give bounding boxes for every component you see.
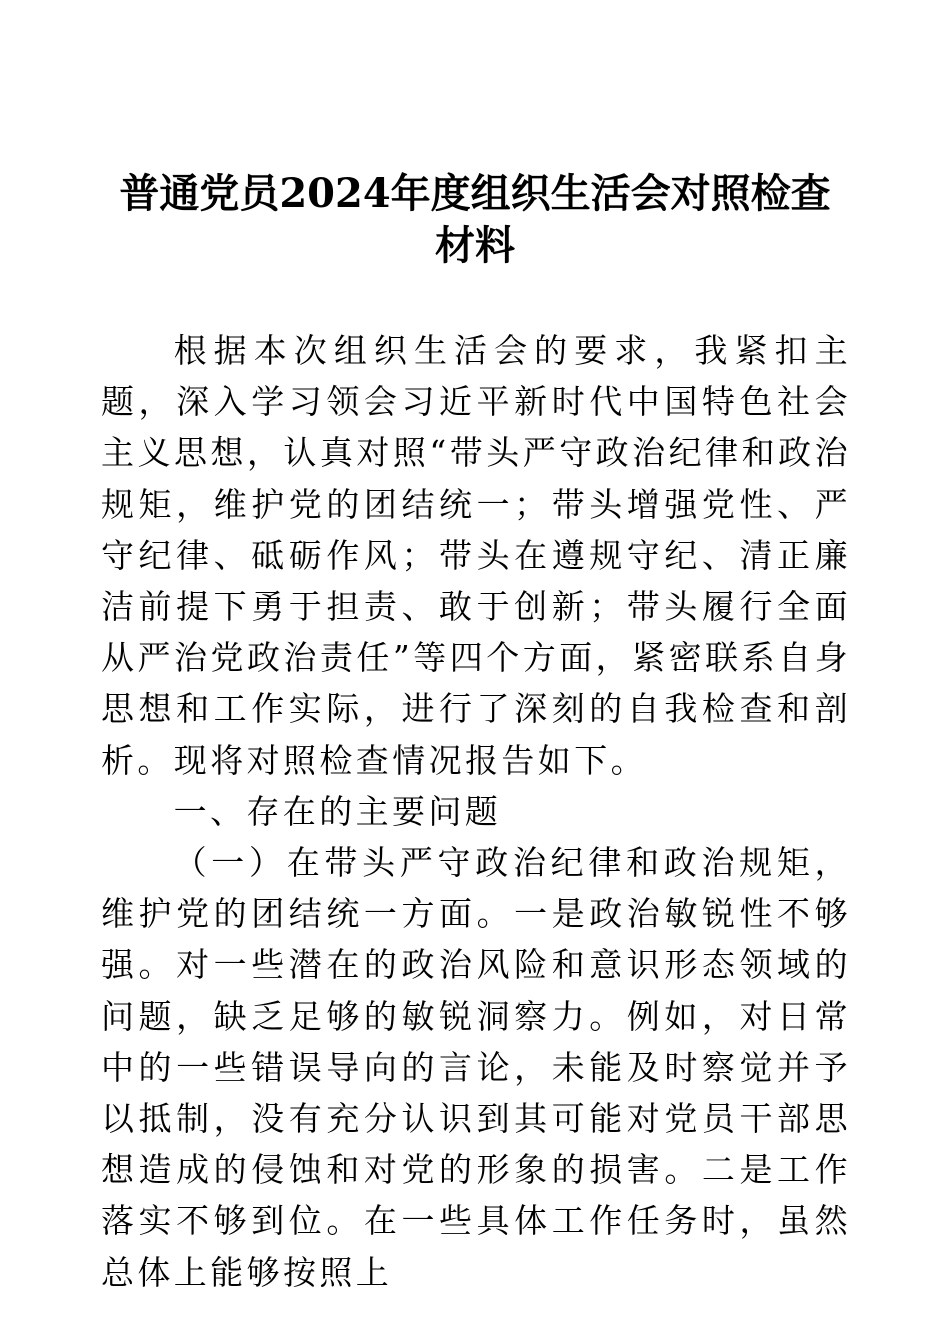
subsection-paragraph: （一）在带头严守政治纪律和政治规矩，维护党的团结统一方面。一是政治敏锐性不够强。对一些潜在的政治风险和意识形态领域的问题，缺乏足够的敏锐洞察力。例如，对日常中的一些错误导向的言论，未能及时察觉并予以抵制，没有充分认识到其可能对党员干部思想造成的侵蚀和对党的形象的损害。二是工作落实不够到位。在一些具体工作任务时，虽然总体上能够按照上 bbox=[101, 843, 851, 1292]
document-body bbox=[101, 325, 851, 1298]
intro-paragraph: 根据本次组织生活会的要求，我紧扣主题，深入学习领会习近平新时代中国特色社会主义思想，认真对照“带头严守政治纪律和政治规矩，维护党的团结统一；带头增强党性、严守纪律、砥砺作风；带头在遵规守纪、清正廉洁前提下勇于担责、敢于创新；带头履行全面从严治党政治责任”等四个方面，紧密联系自身思想和工作实际，进行了深刻的自我检查和剖析。现将对照检查情况报告如下。 bbox=[101, 331, 851, 780]
section-heading: 一、存在的主要问题 bbox=[173, 791, 502, 831]
document-title: 普通党员2024年度组织生活会对照检查材料 bbox=[119, 170, 831, 269]
